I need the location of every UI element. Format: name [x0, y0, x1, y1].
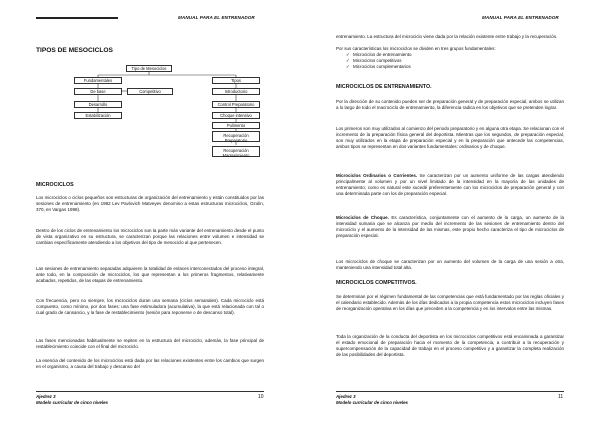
footer-line1: Ajedrez 3 [336, 394, 356, 399]
term-label: Microciclos de Choque. [336, 215, 389, 220]
diagram-col1-box: De base [74, 88, 122, 95]
diagram-col1-box: Fundamentales [74, 77, 122, 84]
list-item: ✓ Microciclos competitivos [346, 57, 402, 63]
footer-text [36, 394, 108, 406]
check-icon: ✓ [346, 52, 350, 57]
page-title: TIPOS DE MESOCICLOS [36, 47, 113, 54]
paragraph: Con frecuencia, pero no siempre, los microciclos duran una semana (ciclos semanales). Cada microciclo está compuesto, como mínimo, por dos fases: una fase estimuladora (acumulativa), la que está relacionada con tal o cual grado de cansancio, y la fase de restablecimiento (sesión para reponerse o de descanso total). [36, 298, 264, 315]
diagram-col3-box: Introductorio [212, 88, 260, 95]
diagram-col3-box: Recuperación Mantenimiento [212, 146, 260, 157]
paragraph: Dentro de los ciclos de entrenamiento los microciclos son la parte más variante del entrenamiento desde el punto de vista organizativo en su estructura, se caracterizan porque las relaciones entre volumen e intensidad se cambian específicamente atendiendo a los objetivos del tipo de mesociclo al que pertenecen. [36, 228, 264, 245]
paragraph: Los primeros son muy utilizados al comienzo del periodo preparatorio y en alguna otra etapa. Se relacionan con el incremento de la preparación física general del deportista. Mientras que los segundos, de preparación especial, son muy utilizados en la etapa de preparación especial y en la preparación que antecede las competencias, ambos tipos se representan en dos variantes fundamentales: ordinarios y de choque. [336, 126, 564, 149]
paragraph: La esencia del contenido de los microciclos está dada por las relaciones existentes entre los cambios que surgen en el organismo, a causa del trabajo y descanso del [36, 358, 264, 369]
diagram-root-box: Tipo de Mesociclos [126, 65, 172, 72]
header-title: MANUAL PARA EL ENTRENADOR [178, 15, 255, 20]
paragraph: Toda la organización de la conducta del deportista en los microciclos competitivos está encaminada a garantizar el estado emocional de preparación hacia el momento de la competencia, a contribuir a la recuperación y supercompensación de la capacidad de trabajo en el proceso competitivo y a garantizar la completa realización de las posibilidades del deportista. [336, 334, 564, 357]
diagram-col2-box: Competitivo [127, 88, 173, 95]
footer-line2: Modelo curricular de cinco niveles [36, 400, 108, 405]
paragraph: Las fases mencionadas habitualmente se repiten en la estructura del microciclo, además, la fase principal de restablecimiento coincide con el final del microciclo. [36, 338, 264, 349]
header-title: MANUAL PARA EL ENTRENADOR [482, 15, 559, 20]
list-item: ✓ Microciclos de entrenamiento [346, 52, 412, 57]
section-title-competitivos: MICROCICLOS COMPETITIVOS. [336, 280, 417, 286]
check-icon: ✓ [346, 63, 350, 69]
diagram-col3-box: Pulimento [212, 122, 260, 129]
diagram-col1-box: Estabilización [74, 112, 122, 119]
footer-line1: Ajedrez 3 [36, 394, 56, 399]
paragraph: Se determinan por el régimen fundamental de las competencias que está fundamentado por las reglas oficiales y el calendario establecido. Además de los días dedicados a la propia competencia estos microciclos incluyen fases de reorganización operativa en los días que preceden a la competencia y en los intervalos entre las mismas. [336, 294, 564, 311]
page-number: 11 [558, 394, 564, 400]
section-title-microciclos: MICROCICLOS [36, 182, 74, 188]
right-page [300, 0, 600, 424]
section-title-entrenamiento: MICROCICLOS DE ENTRENAMIENTO. [336, 84, 432, 90]
diagram-col3-header-box: Tipos [212, 77, 260, 84]
diagram-col3-box: Choque intensivo [212, 112, 260, 119]
footer-line2: Modelo curricular de cinco niveles [336, 400, 408, 405]
microciclo-types-list [346, 52, 412, 70]
footer-rule [336, 391, 564, 392]
paragraph: Los microciclos de choque se caracterizan por un aumento del volumen de la carga de una sesión a otra, manteniendo una intensidad total alta. [336, 259, 564, 270]
diagram-col1-box: Desarrollo [74, 101, 122, 108]
footer-rule [36, 391, 264, 392]
footer-text [336, 394, 408, 406]
list-item: ✓ Microciclos complementarios [346, 63, 411, 69]
paragraph: Las sesiones de entrenamiento separadas adquieren la totalidad de enlaces interconectados del proceso integral, ante todo, en la composición de microciclos, los que representan a los primeros fragmentos, relativamente acabados, repetidos, de las etapas de entrenamiento. [36, 266, 264, 283]
term-label: Microciclos Ordinarios o Corrientes. [336, 173, 418, 178]
paragraph: Por sus características los microciclos se dividen en tres grupos fundamentales: [336, 46, 496, 51]
diagram-col3-box: Control Preparatorio [212, 101, 260, 108]
check-icon: ✓ [346, 57, 350, 63]
page-number: 10 [258, 394, 264, 400]
paragraph: entrenamiento. La estructura del microciclo viene dada por la relación existente entre trabajo y la recuperación. [336, 34, 558, 39]
paragraph: Por la dirección de su contenido pueden ser de preparación general y de preparación especial, ambos se utilizan a lo largo de todo el macrociclo de entrenamiento, la diferencia radica en los objetivos que se pretenden lograr. [336, 99, 564, 110]
paragraph-choque: Microciclos de Choque. Es característica, conjuntamente con el aumento de la carga, un aumento de la intensidad sumaria que se alcanza por medio del incremento de las sesiones de entrenamiento dentro del microciclo y el aumento de la intensidad de las mismas, este propio hecho caracteriza el tipo de microciclos de preparación especial. [336, 215, 565, 238]
paragraph-ordinarios: Microciclos Ordinarios o Corrientes. Se caracterizan por un aumento uniforme de las cargas atendiendo principalmente al volumen y por un nivel limitado de la intensidad en la mayoría de las unidades de entrenamiento; como es natural este sucedé preferentemente con los microciclos de preparación general y con una determinada parte con los de preparación especial. [336, 173, 564, 196]
diagram-col3-box: Recuperación Preparatorio [212, 131, 260, 142]
paragraph: Los microciclos o ciclos pequeños son estructuras de organización del entrenamiento y están constituidos por las sesiones de entrenamiento (en 1982 Lev Pavlovich Matveyev denomino a estas estructuras microciclos, Ozolin, 370, en Vargas 1998). [36, 195, 264, 212]
